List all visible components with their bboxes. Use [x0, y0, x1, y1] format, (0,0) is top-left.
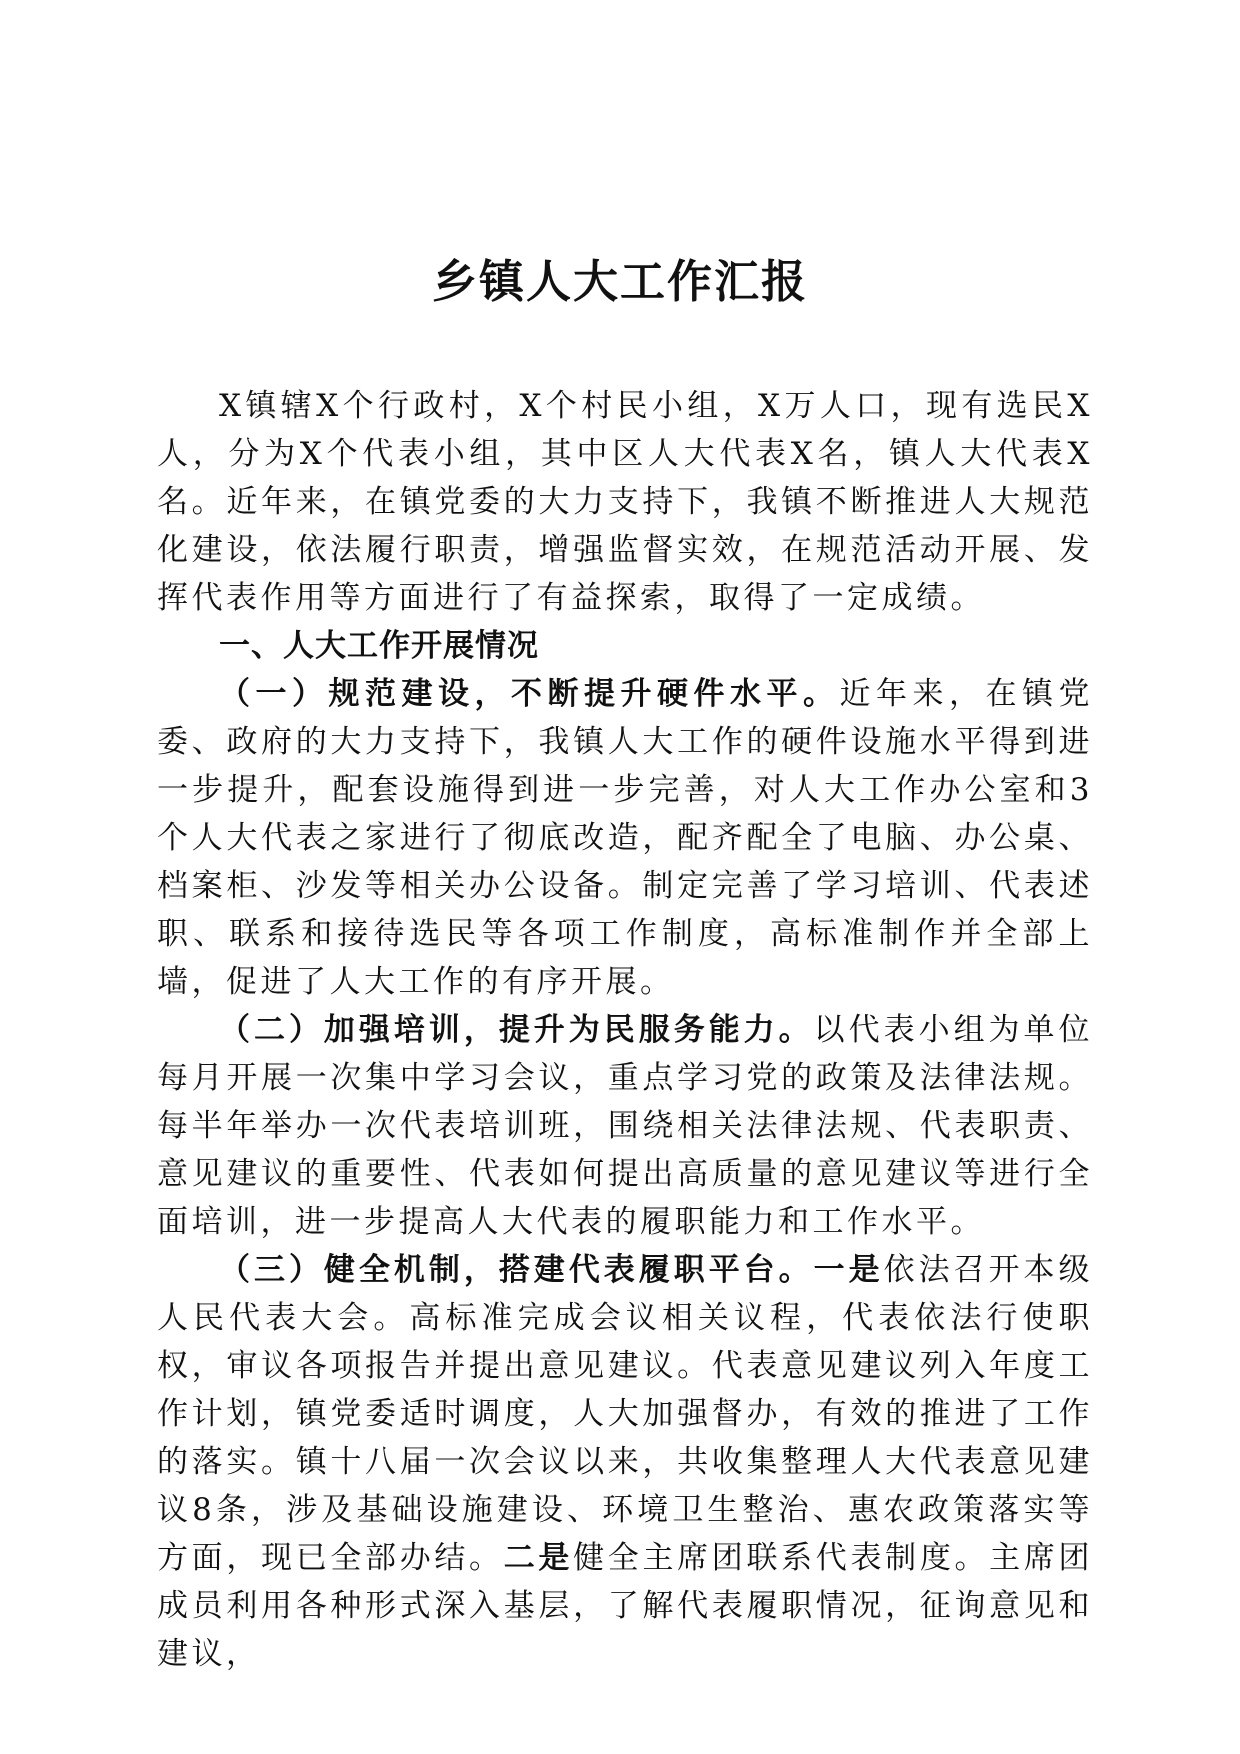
document-title: 乡镇人大工作汇报	[431, 255, 808, 308]
paragraph-1-lead: （一）规范建设，不断提升硬件水平。	[219, 676, 840, 712]
intro-paragraph: X镇辖X个行政村，X个村民小组，X万人口，现有选民X人，分为X个代表小组，其中区人大代表X名，镇人大代表X名。近年来，在镇党委的大力支持下，我镇不断推进人大规范化建设，依法履行职责，增强监督实效，在规范活动开展、发挥代表作用等方面进行了有益探索，取得了一定成绩。	[157, 388, 1093, 616]
section-heading: 一、人大工作开展情况	[219, 628, 539, 664]
document-body	[157, 382, 1093, 1678]
paragraph-3-mark-2: 二是	[503, 1540, 574, 1576]
paragraph-3-lead: （三）健全机制，搭建代表履职平台。	[219, 1252, 814, 1288]
paragraph-3-text-1: 依法召开本级人民代表大会。高标准完成会议相关议程，代表依法行使职权，审议各项报告并提出意见建议。代表意见建议列入年度工作计划，镇党委适时调度，人大加强督办，有效的推进了工作的落实。镇十八届一次会议以来，共收集整理人大代表意见建议8条，涉及基础设施建设、环境卫生整治、惠农政策落实等方面，现已全部办结。	[157, 1252, 1094, 1576]
paragraph-2-lead: （二）加强培训，提升为民服务能力。	[219, 1012, 814, 1048]
paragraph-1	[157, 670, 1093, 1006]
paragraph-2	[157, 1006, 1093, 1246]
paragraph-2-text: 以代表小组为单位每月开展一次集中学习会议，重点学习党的政策及法律法规。每半年举办一次代表培训班，围绕相关法律法规、代表职责、意见建议的重要性、代表如何提出高质量的意见建议等进行全面培训，进一步提高人大代表的履职能力和工作水平。	[157, 1012, 1094, 1240]
paragraph-3	[157, 1246, 1093, 1678]
paragraph-3-mark-1: 一是	[813, 1252, 884, 1288]
paragraph-1-text: 近年来，在镇党委、政府的大力支持下，我镇人大工作的硬件设施水平得到进一步提升，配套设施得到进一步完善，对人大工作办公室和3个人大代表之家进行了彻底改造，配齐配全了电脑、办公桌、档案柜、沙发等相关办公设备。制定完善了学习培训、代表述职、联系和接待选民等各项工作制度，高标准制作并全部上墙，促进了人大工作的有序开展。	[157, 676, 1093, 1000]
paragraph-3-text-2: 健全主席团联系代表制度。主席团成员利用各种形式深入基层，了解代表履职情况，征询意见和建议，	[157, 1540, 1094, 1672]
